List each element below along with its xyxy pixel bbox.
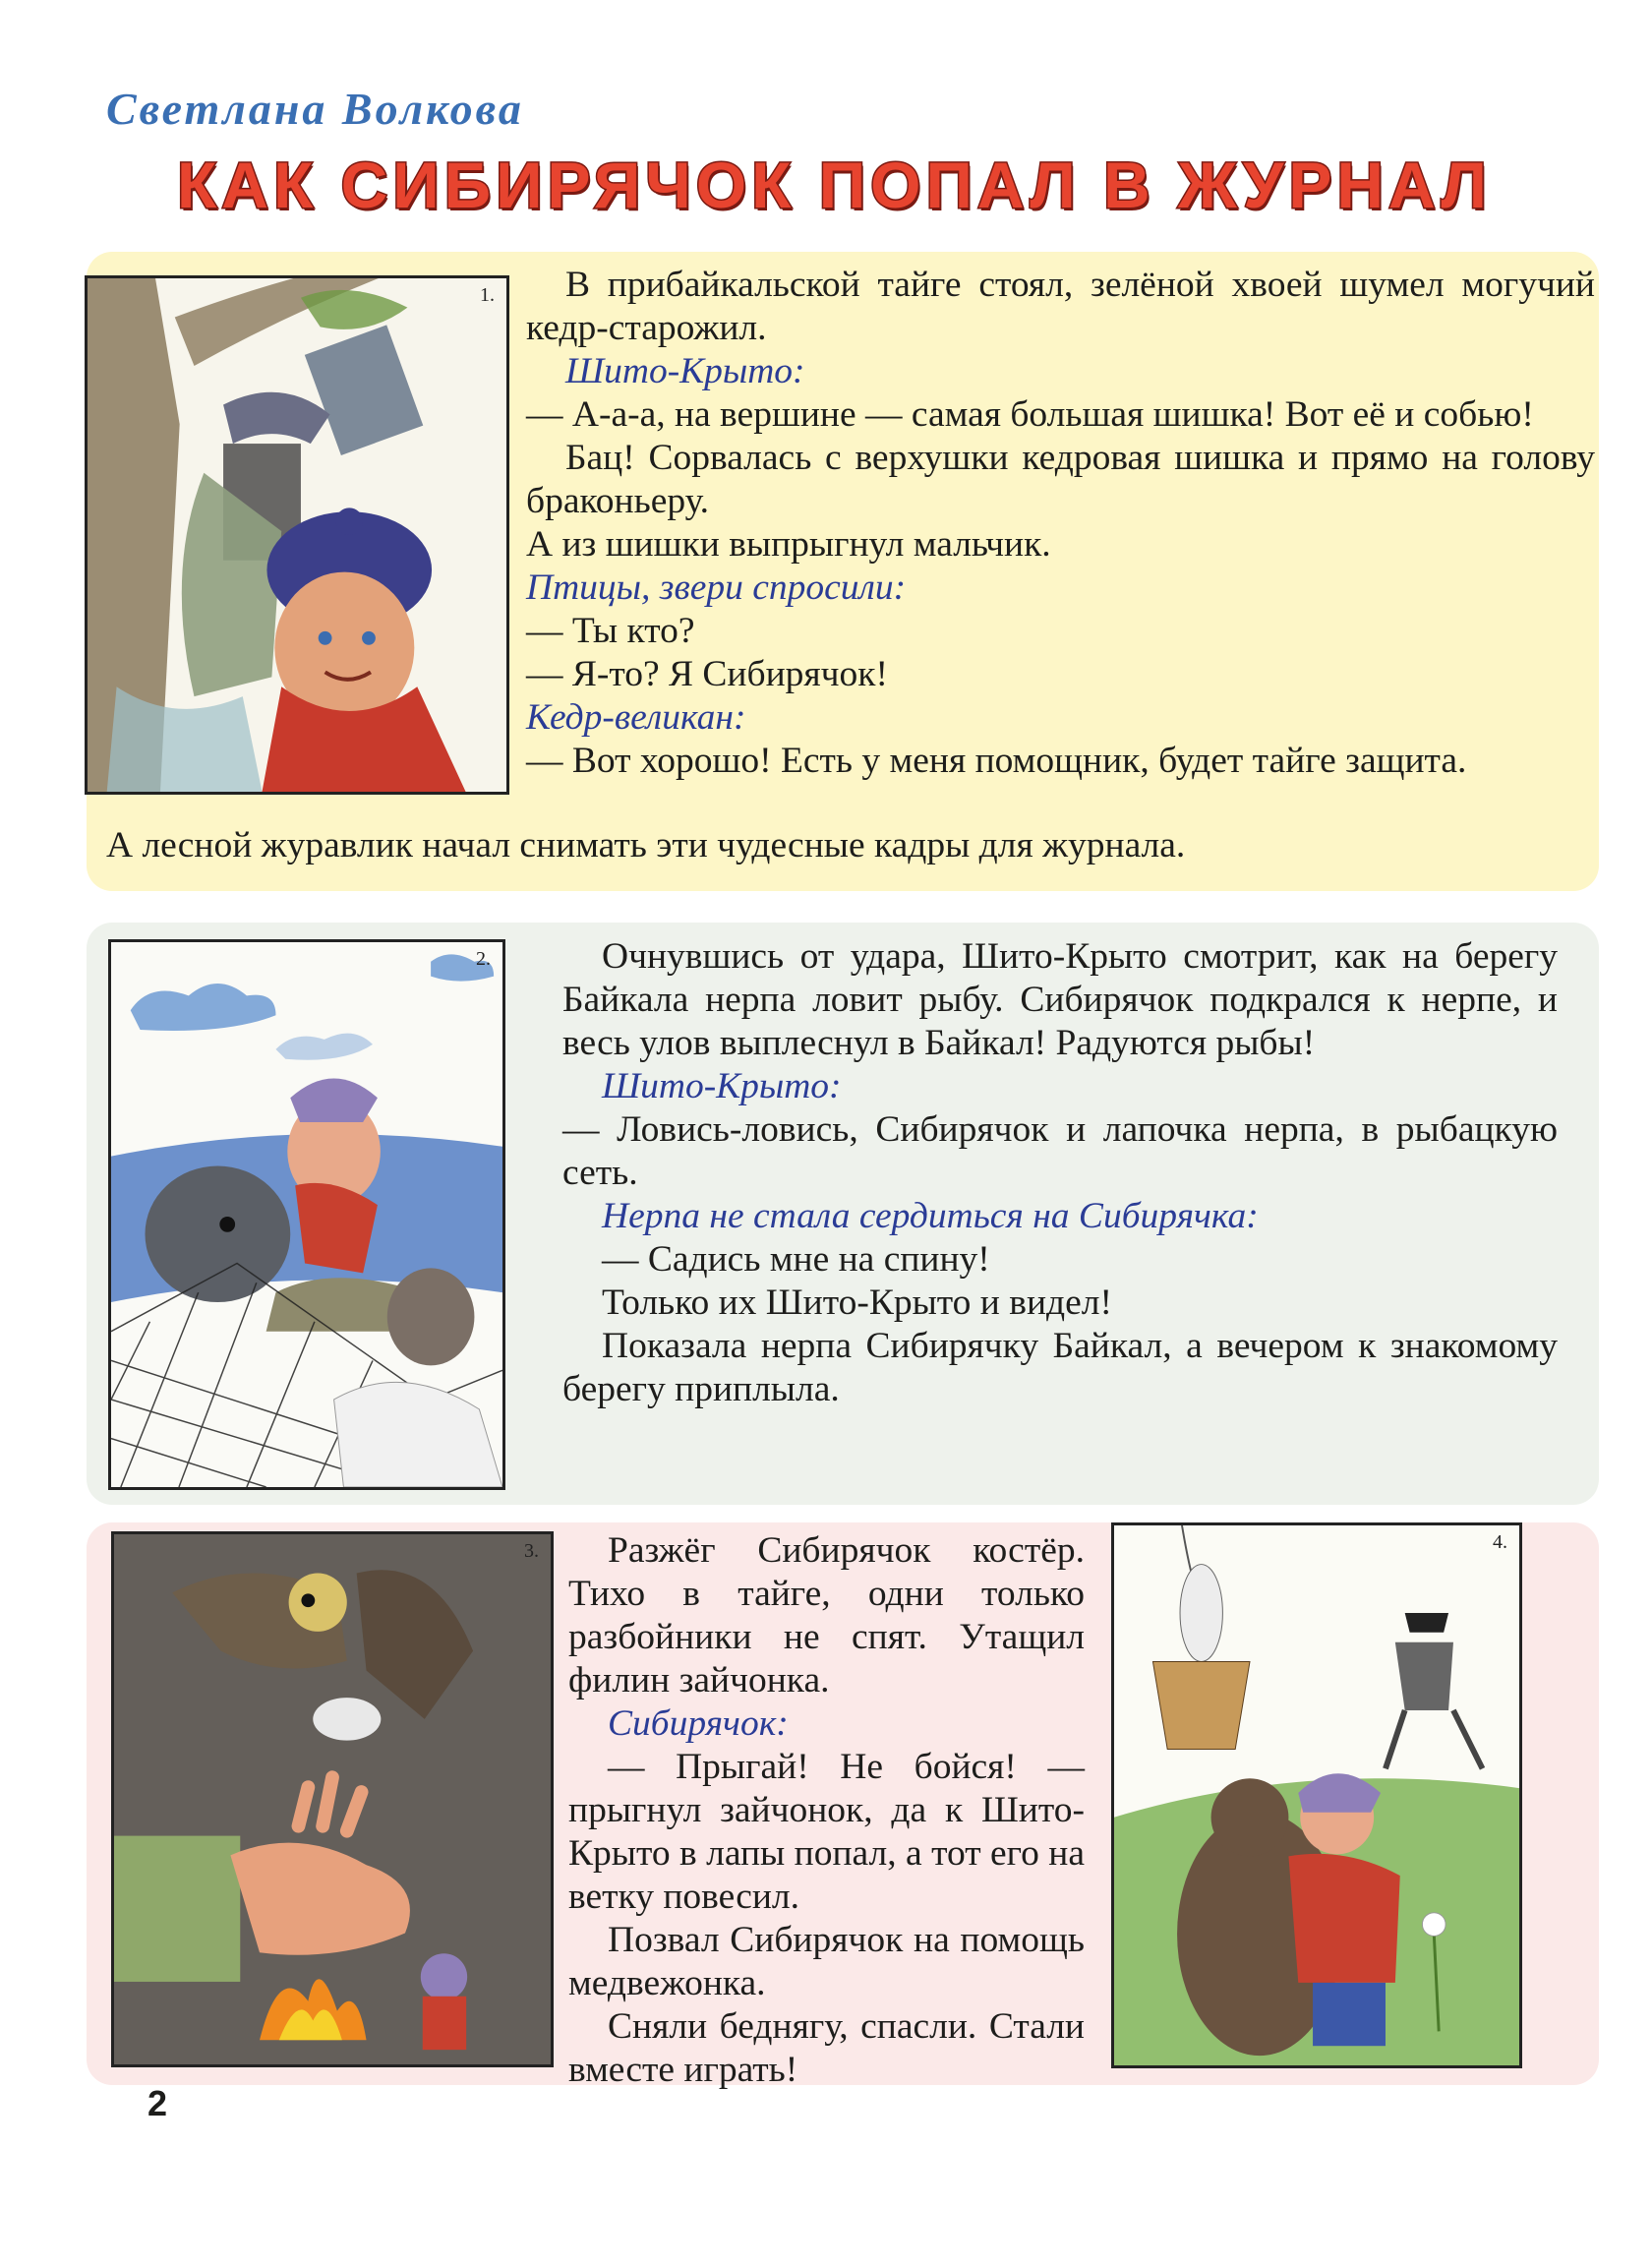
speaker-label: Шито-Крыто:: [602, 1066, 842, 1106]
illustration-2-drawing: [111, 942, 502, 1487]
paragraph: Только их Шито-Крыто и видел!: [602, 1283, 1112, 1323]
paragraph: Позвал Сибирячок на помощь медвежонка.: [568, 1920, 1085, 2003]
story-title: КАК СИБИРЯЧОК ПОПАЛ В ЖУРНАЛ: [177, 149, 1492, 221]
illustration-4-drawing: [1114, 1525, 1519, 2065]
section-3-text: [568, 1529, 1085, 2092]
section-1-text: [526, 264, 1595, 783]
illustration-4: [1111, 1522, 1522, 2068]
paragraph: Бац! Сорвалась с верхушки кедровая шишка и прямо на голову браконьеру.: [526, 438, 1595, 521]
paragraph: — Садись мне на спину!: [602, 1239, 990, 1280]
section-1-last-line: А лесной журавлик начал снимать эти чудесные кадры для журнала.: [106, 825, 1186, 865]
illustration-2-number: 2.: [476, 948, 491, 970]
paragraph: — Ловись-ловись, Сибирячок и лапочка нерпа, в рыбацкую сеть.: [562, 1109, 1558, 1193]
illustration-1-drawing: [88, 278, 506, 792]
illustration-3-number: 3.: [524, 1540, 539, 1562]
illustration-4-number: 4.: [1493, 1531, 1507, 1553]
illustration-1: [85, 275, 509, 795]
illustration-2: [108, 939, 505, 1490]
speaker-label: Сибирячок:: [608, 1703, 789, 1744]
page-number: 2: [148, 2083, 168, 2123]
illustration-3-drawing: [114, 1534, 551, 2064]
speaker-label: Шито-Крыто:: [565, 351, 805, 391]
paragraph: Разжёг Сибирячок костёр. Тихо в тайге, одни только разбойники не спят. Утащил филин зайчонка.: [568, 1530, 1085, 1700]
speaker-label: Нерпа не стала сердиться на Сибирячка:: [602, 1196, 1259, 1236]
illustration-3: [111, 1531, 554, 2067]
paragraph: — Вот хорошо! Есть у меня помощник, будет тайге защита.: [526, 741, 1467, 781]
paragraph: Показала нерпа Сибирячку Байкал, а вечером к знакомому берегу приплыла.: [562, 1326, 1558, 1409]
speaker-label: Птицы, звери спросили:: [526, 567, 907, 608]
paragraph: — Я-то? Я Сибирячок!: [526, 654, 888, 694]
paragraph: В прибайкальской тайге стоял, зелёной хвоей шумел могучий кедр-старожил.: [526, 265, 1595, 348]
paragraph: — Ты кто?: [526, 611, 695, 651]
paragraph: — Прыгай! Не бойся! — прыгнул зайчонок, да к Шито-Крыто в лапы попал, а тот его на ветку повесил.: [568, 1747, 1085, 1917]
illustration-1-number: 1.: [480, 284, 495, 306]
paragraph: Сняли беднягу, спасли. Стали вместе играть!: [568, 2006, 1085, 2090]
speaker-label: Кедр-великан:: [526, 697, 746, 738]
paragraph: Очнувшись от удара, Шито-Крыто смотрит, как на берегу Байкала нерпа ловит рыбу. Сибирячок подкрался к нерпе, и весь улов выплеснул в Байкал! Радуются рыбы!: [562, 936, 1558, 1063]
paragraph: А из шишки выпрыгнул мальчик.: [526, 524, 1051, 565]
section-2-text: [562, 935, 1558, 1411]
author-name: Светлана Волкова: [106, 84, 524, 134]
paragraph: — А-а-а, на вершине — самая большая шишка! Вот её и собью!: [526, 394, 1534, 435]
